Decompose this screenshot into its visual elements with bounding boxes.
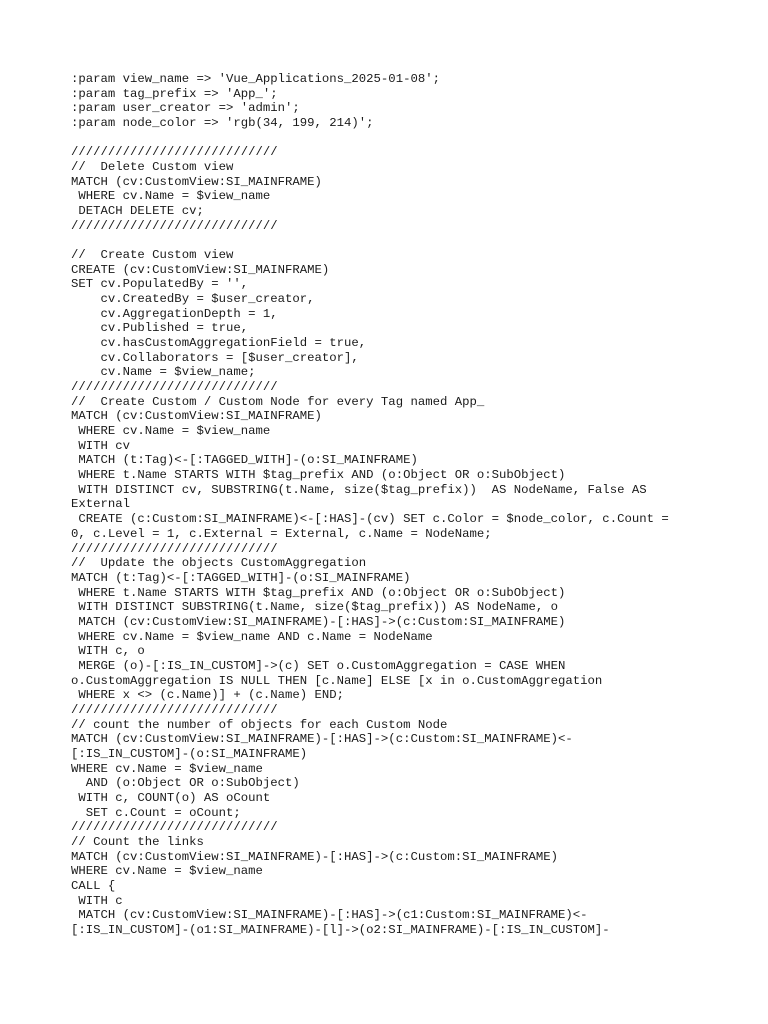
code-line: // Create Custom view	[71, 248, 234, 263]
code-line: ////////////////////////////	[71, 702, 278, 717]
code-line: // Delete Custom view	[71, 160, 234, 175]
code-line: WITH c, COUNT(o) AS oCount	[71, 790, 271, 805]
code-line: ////////////////////////////	[71, 218, 278, 233]
code-line: ////////////////////////////	[71, 380, 278, 395]
code-line: MATCH (t:Tag)<-[:TAGGED_WITH]-(o:SI_MAINFRAME)	[71, 570, 411, 585]
code-line: AND (o:Object OR o:SubObject)	[71, 776, 300, 791]
code-line: // Create Custom / Custom Node for every Tag named App_	[71, 394, 485, 409]
code-line: [:IS_IN_CUSTOM]-(o1:SI_MAINFRAME)-[l]->(o2:SI_MAINFRAME)-[:IS_IN_CUSTOM]-	[71, 922, 610, 937]
code-line: WHERE cv.Name = $view_name AND c.Name = NodeName	[71, 629, 433, 644]
code-line	[71, 131, 711, 146]
code-line: [:IS_IN_CUSTOM]-(o:SI_MAINFRAME)	[71, 746, 308, 761]
code-line: MATCH (t:Tag)<-[:TAGGED_WITH]-(o:SI_MAINFRAME)	[71, 453, 418, 468]
code-line: WHERE t.Name STARTS WITH $tag_prefix AND (o:Object OR o:SubObject)	[71, 585, 566, 600]
code-line	[71, 233, 711, 248]
code-line: WHERE x <> (c.Name)] + (c.Name) END;	[71, 688, 345, 703]
code-line: SET c.Count = oCount;	[71, 805, 241, 820]
code-line: MATCH (cv:CustomView:SI_MAINFRAME)	[71, 174, 322, 189]
code-line: // count the number of objects for each Custom Node	[71, 717, 448, 732]
code-line: MATCH (cv:CustomView:SI_MAINFRAME)-[:HAS]->(c:Custom:SI_MAINFRAME)<-	[71, 732, 573, 747]
code-line: CREATE (cv:CustomView:SI_MAINFRAME)	[71, 262, 330, 277]
code-line: WITH DISTINCT SUBSTRING(t.Name, size($tag_prefix)) AS NodeName, o	[71, 600, 559, 615]
code-line: MERGE (o)-[:IS_IN_CUSTOM]->(c) SET o.CustomAggregation = CASE WHEN	[71, 658, 566, 673]
code-line: DETACH DELETE cv;	[71, 204, 204, 219]
code-line: WHERE cv.Name = $view_name	[71, 424, 271, 439]
code-line: ////////////////////////////	[71, 145, 278, 160]
code-line: WHERE t.Name STARTS WITH $tag_prefix AND (o:Object OR o:SubObject)	[71, 468, 566, 483]
code-line: :param view_name => 'Vue_Applications_2025-01-08';	[71, 72, 440, 86]
code-line: :param user_creator => 'admin';	[71, 101, 300, 116]
code-line: cv.hasCustomAggregationField = true,	[71, 336, 367, 351]
code-line: // Count the links	[71, 834, 204, 849]
code-line: MATCH (cv:CustomView:SI_MAINFRAME)-[:HAS]->(c:Custom:SI_MAINFRAME)	[71, 849, 559, 864]
code-line: WITH c	[71, 893, 123, 908]
code-line: External	[71, 497, 131, 512]
code-line: MATCH (cv:CustomView:SI_MAINFRAME)	[71, 409, 322, 424]
code-line: WITH cv	[71, 438, 131, 453]
code-line: cv.AggregationDepth = 1,	[71, 306, 278, 321]
code-line: cv.Name = $view_name;	[71, 365, 256, 380]
code-line: :param tag_prefix => 'App_';	[71, 86, 278, 101]
code-line: o.CustomAggregation IS NULL THEN [c.Name] ELSE [x in o.CustomAggregation	[71, 673, 603, 688]
code-line: WITH c, o	[71, 644, 145, 659]
code-line: SET cv.PopulatedBy = '',	[71, 277, 249, 292]
code-line: CALL {	[71, 878, 116, 893]
code-line: cv.Published = true,	[71, 321, 249, 336]
code-line: ////////////////////////////	[71, 820, 278, 835]
code-line: ////////////////////////////	[71, 541, 278, 556]
code-line: :param node_color => 'rgb(34, 199, 214)';	[71, 116, 374, 131]
code-line: cv.CreatedBy = $user_creator,	[71, 292, 315, 307]
code-line: 0, c.Level = 1, c.External = External, c.Name = NodeName;	[71, 526, 492, 541]
code-line: // Update the objects CustomAggregation	[71, 556, 367, 571]
code-line: MATCH (cv:CustomView:SI_MAINFRAME)-[:HAS]->(c1:Custom:SI_MAINFRAME)<-	[71, 908, 588, 923]
code-line: MATCH (cv:CustomView:SI_MAINFRAME)-[:HAS]->(c:Custom:SI_MAINFRAME)	[71, 614, 566, 629]
code-line: WHERE cv.Name = $view_name	[71, 761, 263, 776]
code-line: cv.Collaborators = [$user_creator],	[71, 350, 359, 365]
code-line: CREATE (c:Custom:SI_MAINFRAME)<-[:HAS]-(cv) SET c.Color = $node_color, c.Count =	[71, 512, 669, 527]
code-line: WHERE cv.Name = $view_name	[71, 189, 271, 204]
code-line: WITH DISTINCT cv, SUBSTRING(t.Name, size($tag_prefix)) AS NodeName, False AS	[71, 482, 647, 497]
code-block	[71, 72, 711, 938]
code-line: WHERE cv.Name = $view_name	[71, 864, 263, 879]
